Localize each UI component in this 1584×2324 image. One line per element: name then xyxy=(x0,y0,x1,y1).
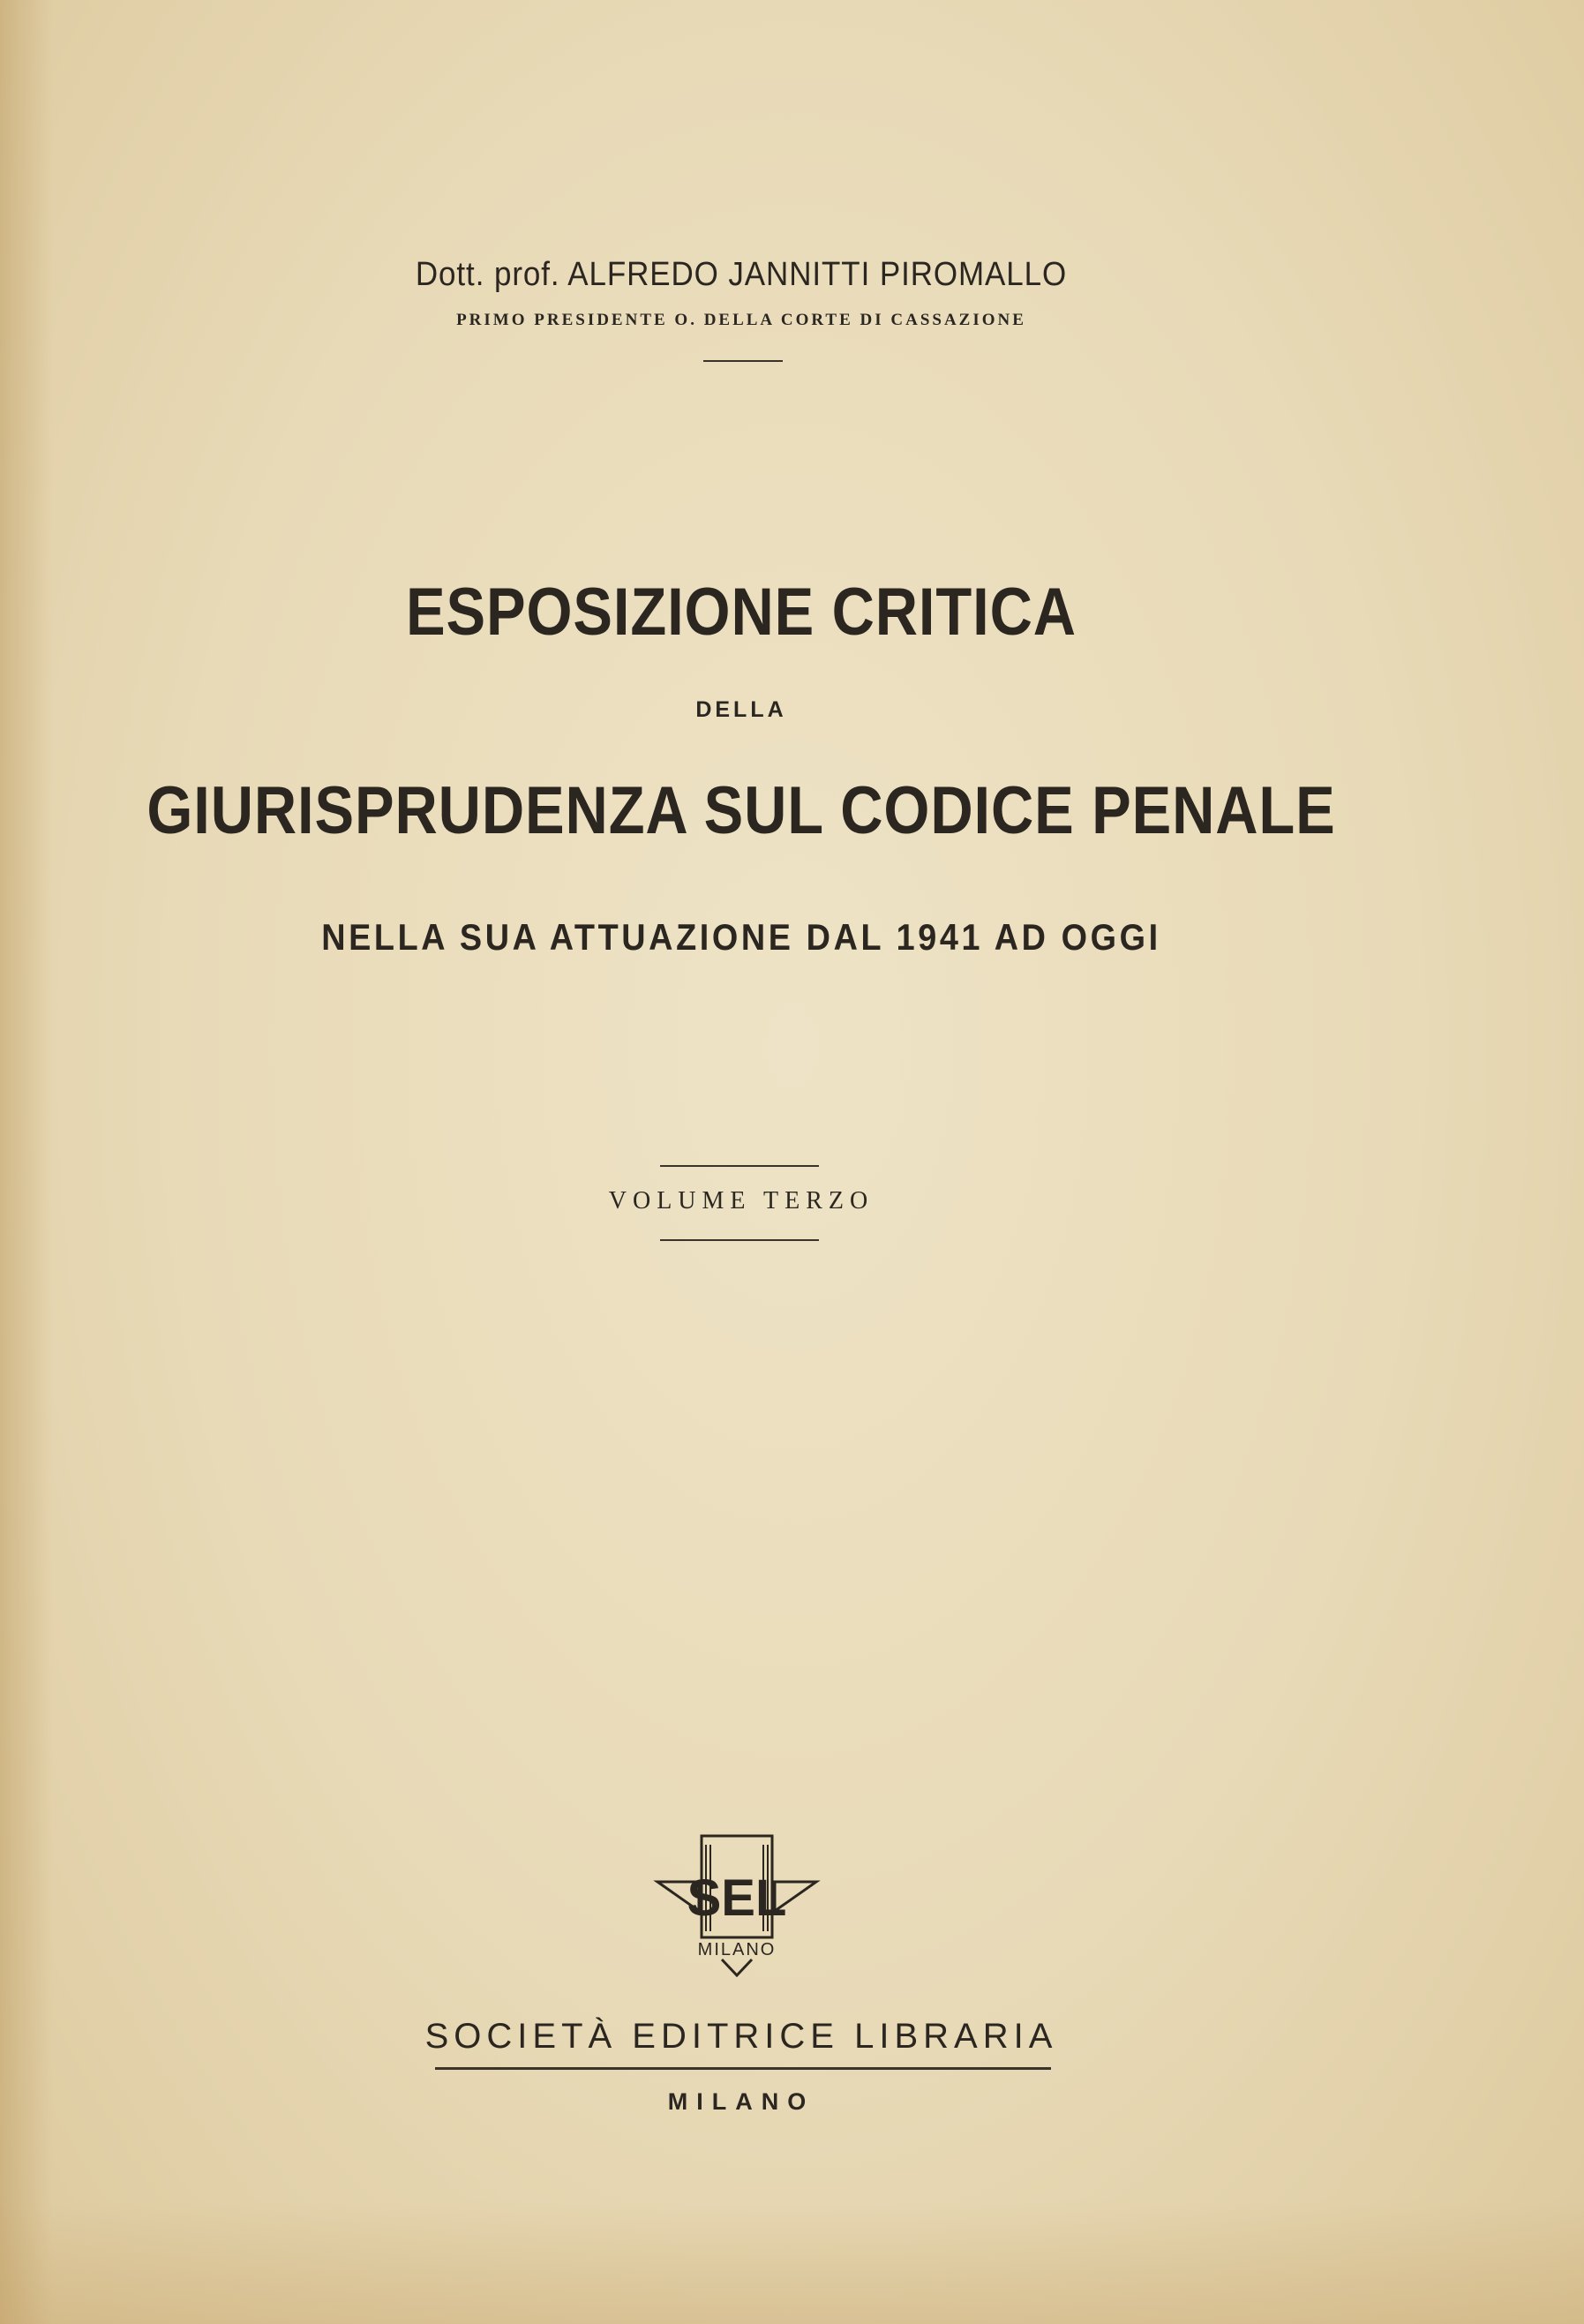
publisher-logo-icon xyxy=(653,1827,821,1977)
divider-publisher xyxy=(435,2067,1051,2070)
book-title-main: ESPOSIZIONE CRITICA xyxy=(406,575,1077,650)
author-name: Dott. prof. ALFREDO JANNITTI PIROMALLO xyxy=(415,256,1068,293)
book-title-connector: DELLA xyxy=(695,697,787,722)
author-role: PRIMO PRESIDENTE O. DELLA CORTE DI CASSAZIONE xyxy=(456,311,1026,329)
divider-volume-bottom xyxy=(660,1239,819,1241)
book-subtitle: NELLA SUA ATTUAZIONE DAL 1941 AD OGGI xyxy=(321,916,1161,958)
volume-label: VOLUME TERZO xyxy=(608,1187,875,1215)
divider-volume-top xyxy=(660,1165,819,1167)
logo-city: MILANO xyxy=(697,1940,777,1959)
logo-letters: SEL xyxy=(687,1869,787,1927)
publisher-name: SOCIETÀ EDITRICE LIBRARIA xyxy=(424,2017,1058,2056)
book-title-second: GIURISPRUDENZA SUL CODICE PENALE xyxy=(146,773,1336,848)
publisher-city: MILANO xyxy=(667,2088,815,2115)
divider-author xyxy=(703,360,783,362)
